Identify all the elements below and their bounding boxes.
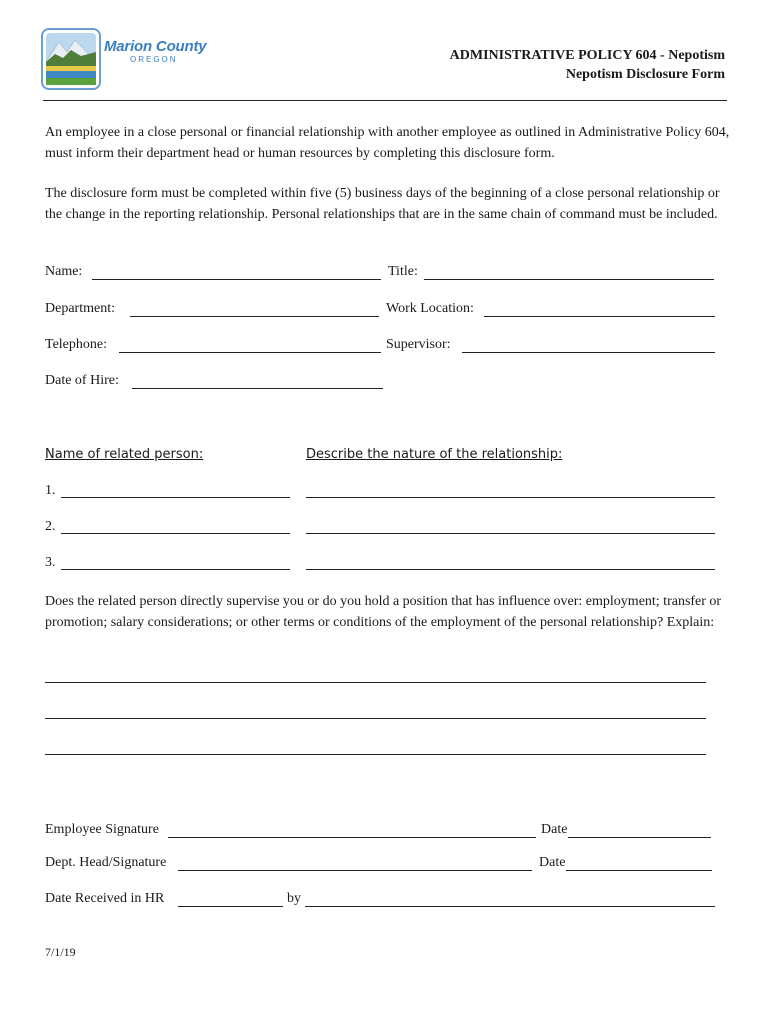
dept-head-signature-field[interactable] [178,870,532,871]
date-received-field[interactable] [178,906,283,907]
date-of-hire-field[interactable] [132,388,383,389]
logo-subtitle: OREGON [130,55,178,64]
explain-line-3[interactable] [45,754,706,755]
intro-paragraph-1: An employee in a close personal or financial relationship with another employee as outlined in Administrative Policy 604, must inform their department head or human resources by completing this disclosure form. [45,125,730,161]
relationship-heading: Describe the nature of the relationship: [306,447,563,462]
title-label: Title: [388,264,418,279]
supervisor-label: Supervisor: [386,337,451,352]
work-location-field[interactable] [484,316,715,317]
name-label: Name: [45,264,83,279]
relationship-1-field[interactable] [306,497,715,498]
date-label: Date [541,822,568,837]
by-label: by [287,891,301,906]
telephone-label: Telephone: [45,337,107,352]
intro-paragraph-2: The disclosure form must be completed within five (5) business days of the beginning of a close personal relationship or the change in the reporting relationship. Personal relationships that are in the same chain of command must be included. [45,186,720,222]
supervision-question: Does the related person directly supervise you or do you hold a position that has influence over: employment; transfer or promotion; salary considerations; or other terms or conditions of the employment of the personal relationship? Explain: [45,594,722,630]
form-title: Nepotism Disclosure Form [565,67,725,82]
received-by-field[interactable] [305,906,715,907]
revision-date: 7/1/19 [45,945,76,959]
related-row-number: 3. [45,555,56,570]
logo-title: Marion County [104,38,207,55]
related-row-number: 1. [45,483,56,498]
dept-head-date-field[interactable] [566,870,712,871]
work-location-label: Work Location: [386,301,474,316]
employee-signature-label: Employee Signature [45,822,159,837]
relationship-3-field[interactable] [306,569,715,570]
related-row-number: 2. [45,519,56,534]
dept-head-signature-label: Dept. Head/Signature [45,855,167,870]
employee-date-field[interactable] [568,837,711,838]
date-received-label: Date Received in HR [45,891,165,906]
policy-title: ADMINISTRATIVE POLICY 604 - Nepotism [449,48,725,63]
name-field[interactable] [92,279,381,280]
related-person-2-field[interactable] [61,533,290,534]
department-label: Department: [45,301,115,316]
related-person-3-field[interactable] [61,569,290,570]
employee-signature-field[interactable] [168,837,536,838]
date-of-hire-label: Date of Hire: [45,373,119,388]
supervisor-field[interactable] [462,352,715,353]
relationship-2-field[interactable] [306,533,715,534]
explain-line-2[interactable] [45,718,706,719]
related-person-1-field[interactable] [61,497,290,498]
title-field[interactable] [424,279,714,280]
marion-county-logo [41,28,101,90]
explain-line-1[interactable] [45,682,706,683]
telephone-field[interactable] [119,352,381,353]
header-divider [43,100,727,101]
date-label: Date [539,855,566,870]
department-field[interactable] [130,316,379,317]
related-person-heading: Name of related person: [45,447,204,462]
